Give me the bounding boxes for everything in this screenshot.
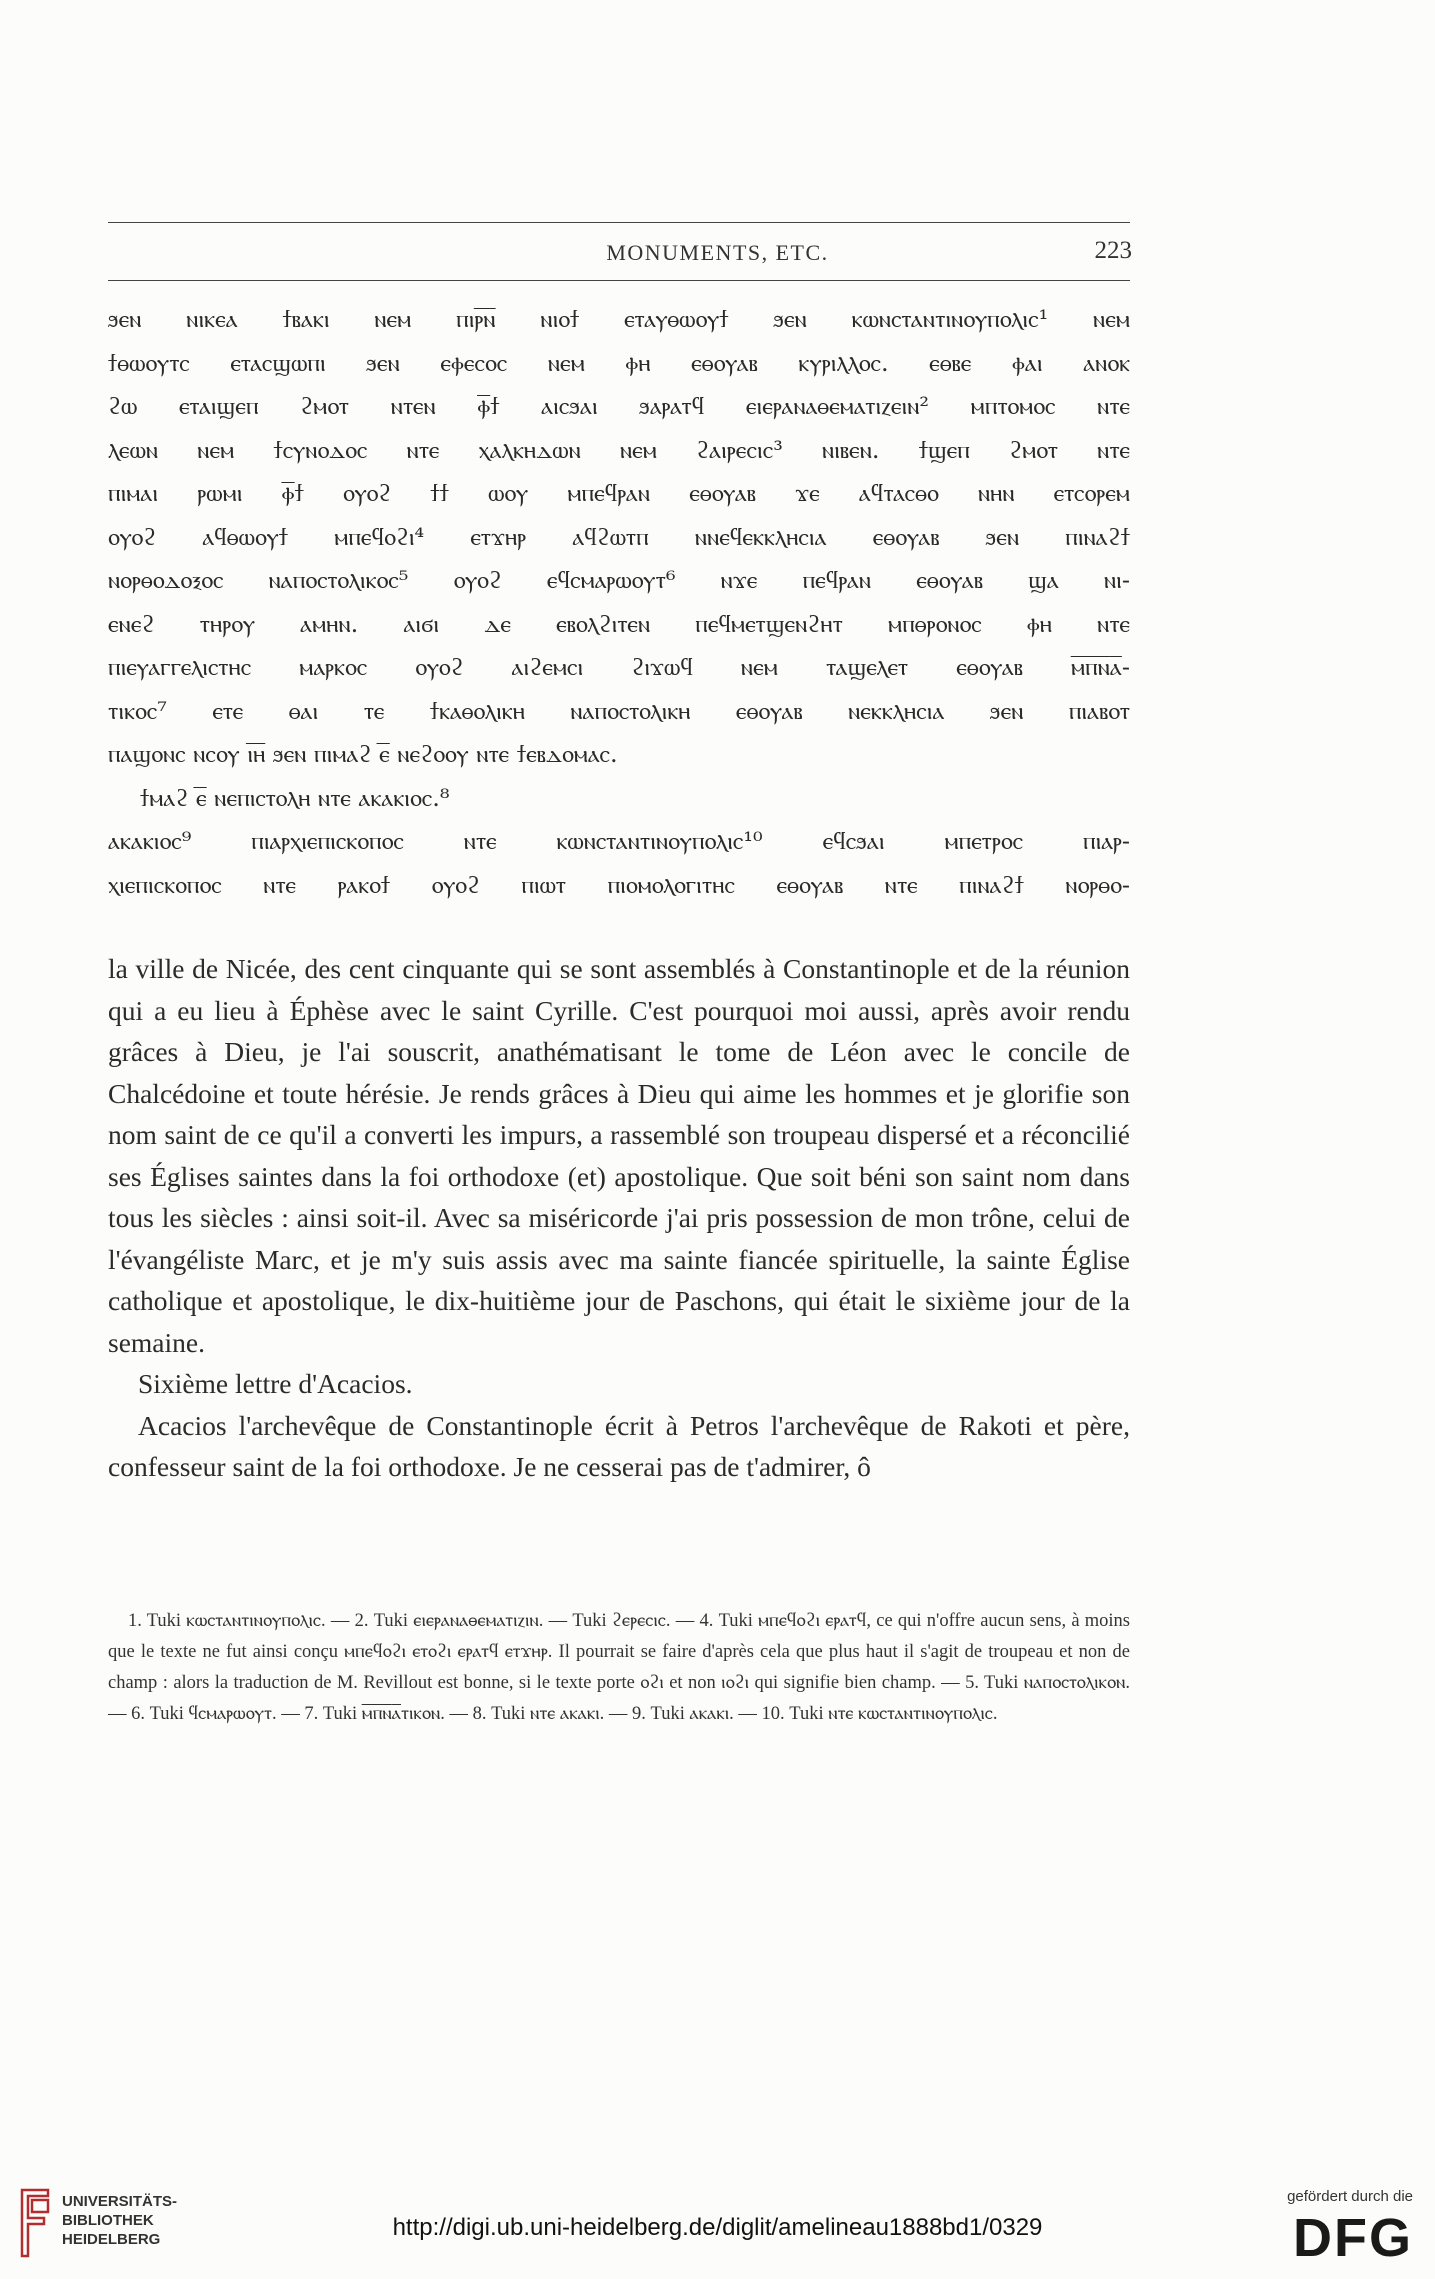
coptic-line: ⲭⲓⲉⲡⲓⲥⲕⲟⲡⲟⲥ ⲛⲧⲉ ⲣⲁⲕⲟϯ ⲟⲩⲟϩ ⲡⲓⲱⲧ ⲡⲓⲟⲙⲟⲗⲟⲅⲓⲧⲏⲥ ⲉⲑⲟⲩⲁⲃ ⲛⲧⲉ ⲡⲓⲛⲁϩϯ ⲛⲟⲣⲑⲟ- — [108, 870, 1130, 899]
footnotes: 1. Tuki ⲕⲱⲥⲧⲁⲛⲧⲓⲛⲟⲩⲡⲟⲗⲓⲥ. — 2. Tuki ⲉⲓⲉⲣⲁⲛⲁⲑⲉⲙⲁⲧⲓⲍⲓⲛ. — Tuki ϩⲉⲣⲉⲥⲓⲥ. — 4. Tuki ⲙⲡⲉϥⲟϩⲓ ⲉⲣⲁⲧϥ, ce qui n'offre aucun sens, à moins que le texte ne fut ainsi conçu ⲙⲡⲉϥⲟϩⲓ ⲉⲧⲟϩⲓ ⲉⲣⲁⲧϥ ⲉⲧϫⲏⲣ. Il pourrait se faire d'après cela que plus haut il s'agit de troupeau et non de champ : alors la traduction de M. Revillout est bonne, si le texte porte ⲟϩⲓ et non ⲓⲟϩⲓ qui signifie bien champ. — 5. Tuki ⲛⲁⲡⲟⲥⲧⲟⲗⲓⲕⲟⲛ. — 6. Tuki ϥⲥⲙⲁⲣⲱⲟⲩⲧ. — 7. Tuki ⲙ̅ⲡ̅ⲛ̅ⲁ̅ⲧⲓⲕⲟⲛ. — 8. Tuki ⲛⲧⲉ ⲁⲕⲁⲕⲓ. — 9. Tuki ⲁⲕⲁⲕⲓ. — 10. Tuki ⲛⲧⲉ ⲕⲱⲥⲧⲁⲛⲧⲓⲛⲟⲩⲡⲟⲗⲓⲥ. — [108, 1611, 1130, 1724]
source-url[interactable]: http://digi.ub.uni-heidelberg.de/diglit/amelineau1888bd1/0329 — [392, 2214, 1043, 2241]
french-translation — [108, 948, 1130, 1488]
coptic-line: ⲧⲓⲕⲟⲥ⁷ ⲉⲧⲉ ⲑⲁⲓ ⲧⲉ ϯⲕⲁⲑⲟⲗⲓⲕⲏ ⲛⲁⲡⲟⲥⲧⲟⲗⲓⲕⲏ ⲉⲑⲟⲩⲁⲃ ⲛⲉⲕⲕⲗⲏⲥⲓⲁ ϧⲉⲛ ⲡⲓⲁⲃⲟⲧ — [108, 696, 1130, 725]
coptic-line: ⲡⲓⲉⲩⲁⲅⲅⲉⲗⲓⲥⲧⲏⲥ ⲙⲁⲣⲕⲟⲥ ⲟⲩⲟϩ ⲁⲓϩⲉⲙⲥⲓ ϩⲓϫⲱϥ ⲛⲉⲙ ⲧⲁϣⲉⲗⲉⲧ ⲉⲑⲟⲩⲁⲃ ⲙ̅ⲡ̅ⲛ̅ⲁ̅- — [108, 653, 1130, 681]
coptic-line: ϧⲉⲛ ⲛⲓⲕⲉⲁ ϯⲃⲁⲕⲓ ⲛⲉⲙ ⲡⲓⲣ̅ⲛ̅ ⲛⲓⲟϯ ⲉⲧⲁⲩⲑⲱⲟⲩϯ ϧⲉⲛ ⲕⲱⲛⲥⲧⲁⲛⲧⲓⲛⲟⲩⲡⲟⲗⲓⲥ¹ ⲛⲉⲙ — [108, 305, 1130, 333]
coptic-text-block — [108, 298, 1130, 907]
coptic-line: ⲟⲩⲟϩ ⲁϥⲑⲱⲟⲩϯ ⲙⲡⲉϥⲟϩⲓ⁴ ⲉⲧϫⲏⲣ ⲁϥϩⲱⲧⲡ ⲛⲛⲉϥⲉⲕⲕⲗⲏⲥⲓⲁ ⲉⲑⲟⲩⲁⲃ ϧⲉⲛ ⲡⲓⲛⲁϩϯ — [108, 522, 1130, 551]
funder-text: gefördert durch die — [1287, 2188, 1413, 2205]
running-header-title: MONUMENTS, ETC. — [606, 240, 829, 265]
coptic-line: ⲁⲕⲁⲕⲓⲟⲥ⁹ ⲡⲓⲁⲣⲭⲓⲉⲡⲓⲥⲕⲟⲡⲟⲥ ⲛⲧⲉ ⲕⲱⲛⲥⲧⲁⲛⲧⲓⲛⲟⲩⲡⲟⲗⲓⲥ¹⁰ ⲉϥⲥϧⲁⲓ ⲙⲡⲉⲧⲣⲟⲥ ⲡⲓⲁⲣ- — [108, 827, 1130, 855]
page-number: 223 — [1094, 237, 1132, 264]
dfg-logo: DFG — [1293, 2208, 1413, 2268]
coptic-line: ϯⲑⲱⲟⲩⲧⲥ ⲉⲧⲁⲥϣⲱⲡⲓ ϧⲉⲛ ⲉⲫⲉⲥⲟⲥ ⲛⲉⲙ ⲫⲏ ⲉⲑⲟⲩⲁⲃ ⲕⲩⲣⲓⲗⲗⲟⲥ. ⲉⲑⲃⲉ ⲫⲁⲓ ⲁⲛⲟⲕ — [108, 348, 1130, 377]
translation-paragraph: Acacios l'archevêque de Constantinople écrit à Petros l'archevêque de Rakoti et père, confesseur saint de la foi orthodoxe. Je ne cesserai pas de t'admirer, ô — [108, 1409, 1130, 1482]
institution-line: UNIVERSITÄTS- — [62, 2193, 178, 2210]
coptic-line: ⲛⲟⲣⲑⲟⲇⲟⲝⲟⲥ ⲛⲁⲡⲟⲥⲧⲟⲗⲓⲕⲟⲥ⁵ ⲟⲩⲟϩ ⲉϥⲥⲙⲁⲣⲱⲟⲩⲧ⁶ ⲛϫⲉ ⲡⲉϥⲣⲁⲛ ⲉⲑⲟⲩⲁⲃ ϣⲁ ⲛⲓ- — [108, 566, 1130, 594]
coptic-line: ⲉⲛⲉϩ ⲧⲏⲣⲟⲩ ⲁⲙⲏⲛ. ⲁⲓϭⲓ ⲇⲉ ⲉⲃⲟⲗϩⲓⲧⲉⲛ ⲡⲉϥⲙⲉⲧϣⲉⲛϩⲏⲧ ⲙⲡⲑⲣⲟⲛⲟⲥ ⲫⲏ ⲛⲧⲉ — [108, 609, 1130, 638]
coptic-line: ⲗⲉⲱⲛ ⲛⲉⲙ ϯⲥⲩⲛⲟⲇⲟⲥ ⲛⲧⲉ ⲭⲁⲗⲕⲏⲇⲱⲛ ⲛⲉⲙ ϩⲁⲓⲣⲉⲥⲓⲥ³ ⲛⲓⲃⲉⲛ. ϯϣⲉⲡ ϩⲙⲟⲧ ⲛⲧⲉ — [108, 435, 1130, 464]
coptic-line: ϩⲱ ⲉⲧⲁⲓϣⲉⲡ ϩⲙⲟⲧ ⲛⲧⲉⲛ ⲫ̅ϯ ⲁⲓⲥϧⲁⲓ ϧⲁⲣⲁⲧϥ ⲉⲓⲉⲣⲁⲛⲁⲑⲉⲙⲁⲧⲓⲍⲉⲓⲛ² ⲙⲡⲧⲟⲙⲟⲥ ⲛⲧⲉ — [108, 392, 1130, 420]
coptic-line: ⲡⲁϣⲟⲛⲥ ⲛⲥⲟⲩ ⲓ̅ⲏ̅ ϧⲉⲛ ⲡⲓⲙⲁϩ ⲉ̅ ⲛⲉϩⲟⲟⲩ ⲛⲧⲉ ϯⲉⲃⲇⲟⲙⲁⲥ. — [108, 740, 618, 768]
institution-line: BIBLIOTHEK — [62, 2212, 154, 2229]
coptic-letter-heading: ϯⲙⲁϩ ⲉ̅ ⲛⲉⲡⲓⲥⲧⲟⲗⲏ ⲛⲧⲉ ⲁⲕⲁⲕⲓⲟⲥ.⁸ — [140, 783, 450, 812]
translation-paragraph: la ville de Nicée, des cent cinquante qui se sont assemblés à Constantinople et de la réunion qui a eu lieu à Éphèse avec le saint Cyrille. C'est pourquoi moi aussi, après avoir rendu grâces à Dieu, je l'ai souscrit, anathématisant le tome de Léon avec le concile de Chalcédoine et toute hérésie. Je rends grâces à Dieu qui aime les hommes et je glorifie son nom saint de ce qu'il a converti les impurs, a rassemblé son troupeau dispersé et a réconcilié ses Églises saintes dans la foi orthodoxe (et) apostolique. Que soit béni son saint nom dans tous les siècles : ainsi soit-il. Avec sa miséricorde j'ai pris possession de mon trône, celui de l'évangéliste Marc, et je m'y suis assis avec ma sainte fiancée spirituelle, la sainte Église catholique et apostolique, le dix-huitième jour de Paschons, qui était le sixième jour de la semaine. — [108, 953, 1130, 1358]
header-rule-bottom — [108, 280, 1130, 281]
header-rule-top — [108, 222, 1130, 223]
coptic-line: ⲡⲓⲙⲁⲓ ⲣⲱⲙⲓ ⲫ̅ϯ ⲟⲩⲟϩ ϯϯ ⲱⲟⲩ ⲙⲡⲉϥⲣⲁⲛ ⲉⲑⲟⲩⲁⲃ ϫⲉ ⲁϥⲧⲁⲥⲑⲟ ⲛⲏⲛ ⲉⲧⲥⲟⲣⲉⲙ — [108, 479, 1130, 507]
letter-heading: Sixième lettre d'Acacios. — [138, 1368, 413, 1399]
institution-line: HEIDELBERG — [62, 2231, 161, 2248]
